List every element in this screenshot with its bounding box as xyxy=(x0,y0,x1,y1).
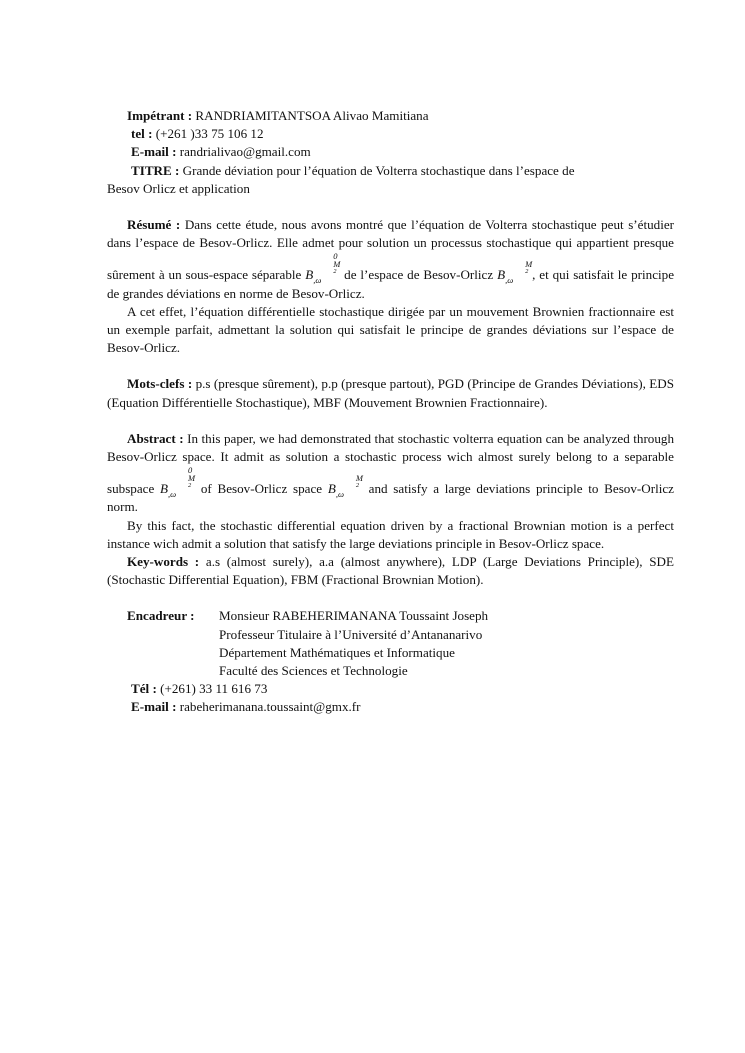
abstract-paragraph-1 xyxy=(107,430,674,517)
abstract-text-c: and satisfy a large deviations principle to Besov-Orlicz norm. xyxy=(107,481,674,515)
email-line xyxy=(107,143,674,161)
tel-label: tel : xyxy=(131,126,153,142)
encadreur-tel-value: (+261) 33 11 616 73 xyxy=(160,681,268,697)
email-label: E-mail : xyxy=(131,144,177,160)
spacer xyxy=(107,198,674,216)
encadreur-email-label: E-mail : xyxy=(131,699,177,715)
impetrant-value: RANDRIAMITANTSOA Alivao Mamitiana xyxy=(195,108,429,123)
abstract-text-a: In this paper, we had demonstrated that stochastic volterra equation can be analyzed through Besov-Orlicz space. It admit as solution a stochastic process wich almost surely belong to a separable subspace xyxy=(107,430,674,497)
mots-clefs-text: p.s (presque sûrement), p.p (presque partout), PGD (Principe de Grandes Déviations), EDS (Equation Différentielle Stochastique), MBF (Mouvement Brownien Fractionnaire). xyxy=(107,376,675,410)
impetrant-label: Impétrant : xyxy=(127,108,193,123)
resume-text-b: de l’espace de Besov-Orlicz xyxy=(344,267,494,283)
besov-subspace-symbol: B 0 M 2 ,ω xyxy=(305,251,341,286)
abstract-text-b: of Besov-Orlicz space xyxy=(200,481,323,497)
besov-space-symbol: B M 2 ,ω xyxy=(497,259,533,286)
encadreur-block xyxy=(107,607,674,716)
encadreur-faculty: Faculté des Sciences et Technologie xyxy=(219,663,408,679)
besov-subspace-symbol-en: B 0 M 2 ,ω xyxy=(160,465,196,500)
resume-paragraph-1 xyxy=(107,216,674,303)
keywords-paragraph xyxy=(107,553,674,589)
encadreur-email-value: rabeherimanana.toussaint@gmx.fr xyxy=(179,699,361,715)
besov-space-symbol-en: B M 2 ,ω xyxy=(327,473,363,500)
resume-text-c: , et qui satisfait le principe de grandes déviations en norme de Besov-Orlicz. xyxy=(107,267,675,301)
keywords-label: Key-words : xyxy=(127,554,200,570)
document-page xyxy=(107,107,674,717)
email-value: randrialivao@gmail.com xyxy=(179,144,311,160)
impetrant-line xyxy=(107,107,674,125)
titre-line xyxy=(107,162,674,180)
encadreur-name: Monsieur RABEHERIMANANA Toussaint Joseph xyxy=(219,608,489,624)
tel-value: (+261 )33 75 106 12 xyxy=(155,126,264,142)
tel-line xyxy=(107,125,674,143)
titre-line1: Grande déviation pour l’équation de Volterra stochastique dans l’espace de xyxy=(182,162,575,178)
resume-label: Résumé : xyxy=(127,217,181,233)
spacer xyxy=(107,589,674,607)
spacer xyxy=(107,357,674,375)
encadreur-title: Professeur Titulaire à l’Université d’Antananarivo xyxy=(219,626,483,642)
header-block xyxy=(107,107,674,198)
encadreur-email-line xyxy=(107,698,674,716)
spacer xyxy=(107,412,674,430)
resume-text-a: Dans cette étude, nous avons montré que l’équation de Volterra stochastique peut s’étudier dans l’espace de Besov-Orlicz. Elle admet pour solution un processus stochastique qui appartient presque sûrement à un sous-espace séparable xyxy=(107,217,675,283)
titre-line2: Besov Orlicz et application xyxy=(107,180,250,196)
resume-paragraph-2: A cet effet, l’équation différentielle stochastique dirigée par un mouvement Brownien fractionnaire est un exemple parfait, admettant la solution qui satisfait le principe de grandes déviations sur l’espace de Besov-Orlicz. xyxy=(107,303,674,356)
mots-clefs-paragraph xyxy=(107,375,674,411)
encadreur-department: Département Mathématiques et Informatique xyxy=(219,644,455,660)
encadreur-label: Encadreur : xyxy=(127,608,195,624)
encadreur-tel-line xyxy=(107,680,674,698)
keywords-text: a.s (almost surely), a.a (almost anywhere), LDP (Large Deviations Principle), SDE (Stochastic Differential Equation), FBM (Fractional Brownian Motion). xyxy=(107,554,675,588)
encadreur-name-row xyxy=(107,607,674,625)
titre-label: TITRE : xyxy=(131,162,180,178)
abstract-paragraph-2: By this fact, the stochastic differential equation driven by a fractional Brownian motion is a perfect instance wich admit a solution that satisfy the large deviations principle in Besov-Orlicz space. xyxy=(107,517,674,551)
encadreur-tel-label: Tél : xyxy=(131,681,157,697)
mots-clefs-label: Mots-clefs : xyxy=(127,376,193,392)
abstract-label: Abstract : xyxy=(127,430,184,446)
